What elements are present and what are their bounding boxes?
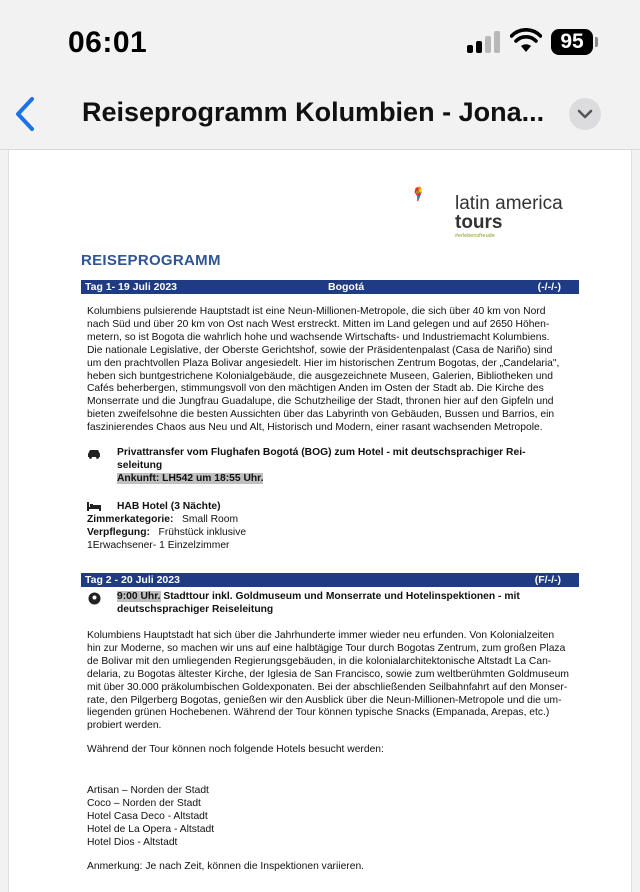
- list-item: Coco – Norden der Stadt: [87, 797, 201, 809]
- hotel-list: [87, 785, 214, 850]
- day-2-description: [87, 630, 573, 733]
- text-line: Kolumbiens pulsierende Hauptstadt ist eine Neun-Millionen-Metropole, die sich über 40 km von Nord: [87, 306, 546, 317]
- board: [87, 527, 246, 540]
- text-line: Cafés beherbergen, stimmungsvoll von den mächtigen Anden im Osten der Stadt ab. Die Kirche des: [87, 383, 544, 395]
- text-line: faszinierendes Chaos aus Neu und Alt, Historisch und Modern, einer rasant wachsenden Metropole.: [87, 422, 543, 434]
- occupancy: 1Erwachsener- 1 Einzelzimmer: [87, 540, 230, 551]
- text-line: mit über 30.000 präkolumbischen Goldexponaten. Bei der abschließenden Seilbahnfahrt auf den Monser-: [87, 681, 568, 693]
- car-icon: [87, 449, 101, 459]
- day-1-place: Bogotá: [328, 281, 365, 293]
- tour-title-line-2: deutschsprachiger Reiseleitung: [117, 603, 274, 615]
- inspection-note: Anmerkung: Je nach Zeit, können die Inspektionen variieren.: [87, 861, 365, 872]
- board-value: Frühstück inklusive: [158, 527, 247, 538]
- battery-tip: [595, 37, 598, 47]
- list-item: Hotel Dios - Altstadt: [87, 836, 178, 848]
- chevron-left-icon: [10, 94, 44, 134]
- list-item: Artisan – Norden der Stadt: [87, 785, 209, 796]
- day-1-label: Tag 1- 19 Juli 2023: [85, 281, 178, 293]
- text-line: heben sich buntgestrichene Kolonialgebäude, die ausgezeichnete Museen, Galerien, Bibliotheken und: [87, 370, 553, 382]
- chevron-down-icon: [569, 98, 601, 130]
- cellular-signal-icon: [467, 31, 501, 53]
- day-2-label: Tag 2 - 20 Juli 2023: [85, 574, 180, 586]
- day-2-meals: (F/-/-): [534, 574, 561, 586]
- day-1-header: [81, 280, 579, 294]
- latin-america-tours-logo: [413, 161, 453, 231]
- room-category: [87, 514, 238, 527]
- transfer-title-line-2: seleitung: [117, 459, 163, 471]
- text-line: de Bolivar mit den umliegenden Regierungsgebäuden, in die kolonialarchitektonische Altstadt La Can-: [87, 655, 552, 667]
- text-line: um den prachtvollen Plaza Bolivar angesiedelt. Hier im historischen Zentrum Bogotas, der „Candelaria",: [87, 357, 560, 369]
- list-item: Hotel de La Opera - Altstadt: [87, 823, 215, 835]
- battery-indicator: 95: [551, 29, 593, 55]
- location-pin-icon: [88, 592, 101, 605]
- clock: 06:01: [68, 26, 148, 59]
- text-line: metern, so ist Bogota die wahrlich hohe und wachsende Wirtschafts- und Industriemacht Kolumbiens.: [87, 331, 550, 343]
- text-line: Kolumbiens Hauptstadt hat sich über die Jahrhunderte immer wieder neu erfunden. Von Kolonialzeiten: [87, 630, 555, 641]
- transfer-title-line-1: Privattransfer vom Flughafen Bogotá (BOG) zum Hotel - mit deutschsprachiger Rei-: [117, 447, 526, 458]
- tour-title-line-1: Stadttour inkl. Goldmuseum und Monserrate und Hotelinspektionen - mit: [160, 591, 520, 602]
- bed-icon: [87, 502, 101, 511]
- logo-line1: latin america: [455, 193, 563, 214]
- text-line: probiert werden.: [87, 720, 162, 732]
- navigation-bar: [0, 80, 640, 150]
- text-line: bieten zweifelsohne die besten Aussichten über das Labyrinth von Gebäuden, Bussen und Barrios, ein: [87, 409, 555, 421]
- text-line: nach Süd und über 20 km von Ost nach West erstreckt. Mitten im Land gelegen und auf 2650 Höhen-: [87, 318, 550, 330]
- status-bar: [0, 0, 640, 80]
- title-menu-button[interactable]: [569, 98, 601, 130]
- hotels-intro: Während der Tour können noch folgende Hotels besucht werden:: [87, 744, 384, 755]
- text-line: delaria, zu Bogotas ältester Kirche, der Iglesia de San Francisco, sowie zum weltberühmten Goldmuseum: [87, 668, 569, 680]
- logo-tagline: #erlebensfreude: [455, 233, 495, 239]
- text-line: Die nationale Legislative, der Oberste Gerichtshof, sowie der Präsidentenpalast (Casa de Nariño) sind: [87, 344, 553, 356]
- text-line: rate, den Pilgerberg Bogotas, genießen wir den Ausblick über die Neun-Millionen-Metropole und die um-: [87, 694, 562, 706]
- tour-title: [117, 591, 577, 617]
- text-line: hin zur Moderne, so machen wir uns auf eine halbtägige Tour durch Bogotas Zentrum, zum großen Plaza: [87, 642, 566, 654]
- document-title: Reiseprogramm Kolumbien - Jona...: [82, 97, 545, 127]
- room-category-value: Small Room: [182, 514, 239, 525]
- wifi-icon: [510, 28, 542, 54]
- room-category-label: Zimmerkategorie:: [87, 514, 174, 525]
- board-label: Verpflegung:: [87, 527, 150, 538]
- day-1-description: [87, 306, 573, 435]
- tour-time: 9:00 Uhr.: [117, 591, 161, 602]
- day-2-header: [81, 573, 579, 587]
- transfer-title: [117, 447, 577, 486]
- day-1-meals: (-/-/-): [537, 281, 561, 293]
- logo-line2: tours: [455, 212, 503, 233]
- text-line: liegenden grünen Hochebenen. Während der Tour können typische Snacks (Empanada, Arepas, etc.): [87, 707, 550, 719]
- back-button[interactable]: [10, 94, 44, 134]
- arrival-info: Ankunft: LH542 um 18:55 Uhr.: [117, 472, 264, 484]
- hotel-name: HAB Hotel (3 Nächte): [117, 501, 221, 512]
- text-line: Monserrate und die Jungfrau Guadalupe, die Schutzheilige der Stadt, thronen hier auf den Gipfeln und: [87, 396, 554, 408]
- document-page[interactable]: [8, 150, 632, 892]
- list-item: Hotel Casa Deco - Altstadt: [87, 810, 208, 822]
- program-heading: REISEPROGRAMM: [81, 252, 221, 269]
